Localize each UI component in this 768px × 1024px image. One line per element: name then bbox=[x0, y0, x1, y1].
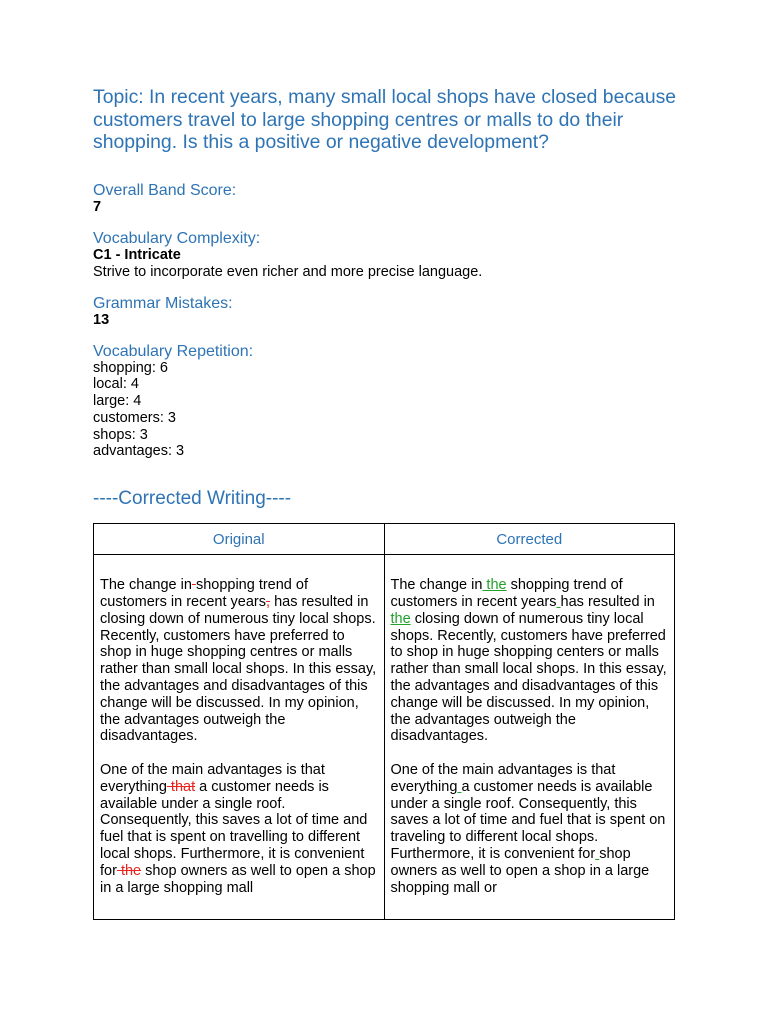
text-segment: The change in bbox=[390, 577, 483, 594]
deletion-mark: the bbox=[116, 862, 142, 879]
original-paragraph-1 bbox=[100, 577, 378, 745]
vocabulary-complexity-section bbox=[93, 230, 683, 281]
grammar-mistakes-label: Grammar Mistakes: bbox=[93, 294, 233, 312]
text-segment: shop owners as well to open a shop in a large shopping mall bbox=[100, 862, 376, 896]
table-row bbox=[94, 555, 675, 920]
grammar-mistakes-section bbox=[93, 295, 683, 329]
insertion-mark: the bbox=[482, 577, 507, 594]
overall-band-value: 7 bbox=[93, 198, 102, 215]
insertion-mark: the bbox=[390, 610, 411, 627]
corrected-paragraph-1 bbox=[391, 577, 669, 745]
text-segment: shopping trend of customers in recent years bbox=[390, 577, 623, 611]
text-segment: One of the main advantages is that everything bbox=[390, 762, 616, 795]
text-segment: shop owners as well to open a shop in a large shopping mall or bbox=[390, 846, 650, 896]
list-item: shops: 3 bbox=[93, 426, 148, 443]
corrected-text-cell bbox=[384, 555, 675, 920]
list-item: customers: 3 bbox=[93, 409, 176, 426]
column-header-corrected: Corrected bbox=[384, 524, 675, 555]
comparison-table bbox=[93, 523, 675, 920]
corrected-paragraph-2 bbox=[391, 762, 669, 896]
text-segment: a customer needs is available under a single roof. Consequently, this saves a lot of time and fuel that is spent on traveling to different local shops. Furthermore, it is convenient for bbox=[390, 778, 666, 863]
list-item: advantages: 3 bbox=[93, 443, 185, 460]
overall-band-section bbox=[93, 182, 683, 216]
text-segment: One of the main advantages is that everything bbox=[100, 762, 325, 795]
overall-band-label: Overall Band Score: bbox=[93, 181, 237, 199]
text-segment: a customer needs is available under a single roof. Consequently, this saves a lot of time and fuel that is spent on travelling to different local shops. Furthermore, it is convenient for bbox=[100, 778, 368, 879]
original-text-cell bbox=[94, 555, 385, 920]
text-segment: has resulted in bbox=[270, 594, 369, 611]
vocabulary-repetition-section bbox=[93, 343, 683, 461]
deletion-mark: that bbox=[166, 778, 196, 795]
repetition-list bbox=[93, 360, 683, 461]
list-item: shopping: 6 bbox=[93, 359, 168, 376]
vocabulary-advice: Strive to incorporate even richer and more precise language. bbox=[93, 263, 483, 280]
vocabulary-complexity-label: Vocabulary Complexity: bbox=[93, 229, 261, 247]
text-segment: closing down of numerous tiny local shops. Recently, customers have preferred to shop in huge shopping centres or malls rather than small local shops. In this essay, the advantages and disadvantages of this change will be discussed. In my opinion, the advantages outweigh the disadvantages. bbox=[100, 610, 377, 745]
text-segment: has resulted in bbox=[560, 594, 655, 611]
original-paragraph-2 bbox=[100, 762, 378, 896]
essay-topic: Topic: In recent years, many small local shops have closed because customers travel to large shopping centres or malls to do their shopping. Is this a positive or negative development? bbox=[93, 86, 677, 153]
corrected-writing-title: ----Corrected Writing---- bbox=[93, 488, 292, 510]
grammar-mistakes-value: 13 bbox=[93, 311, 110, 328]
text-segment: The change in bbox=[100, 577, 192, 594]
report-page bbox=[93, 86, 683, 920]
deletion-mark: , bbox=[266, 594, 271, 611]
text-segment: closing down of numerous tiny local shops. Recently, customers have preferred to shop in huge shopping centers or malls rather than small local shops. In this essay, the advantages and disadvantages of this change will be discussed. In my opinion, the advantages outweigh the disadvantages. bbox=[390, 610, 667, 745]
list-item: local: 4 bbox=[93, 376, 139, 393]
text-segment: shopping trend of customers in recent years bbox=[100, 577, 308, 611]
vocabulary-level: C1 - Intricate bbox=[93, 246, 181, 263]
vocabulary-repetition-label: Vocabulary Repetition: bbox=[93, 342, 254, 360]
column-header-original: Original bbox=[94, 524, 385, 555]
list-item: large: 4 bbox=[93, 393, 142, 410]
